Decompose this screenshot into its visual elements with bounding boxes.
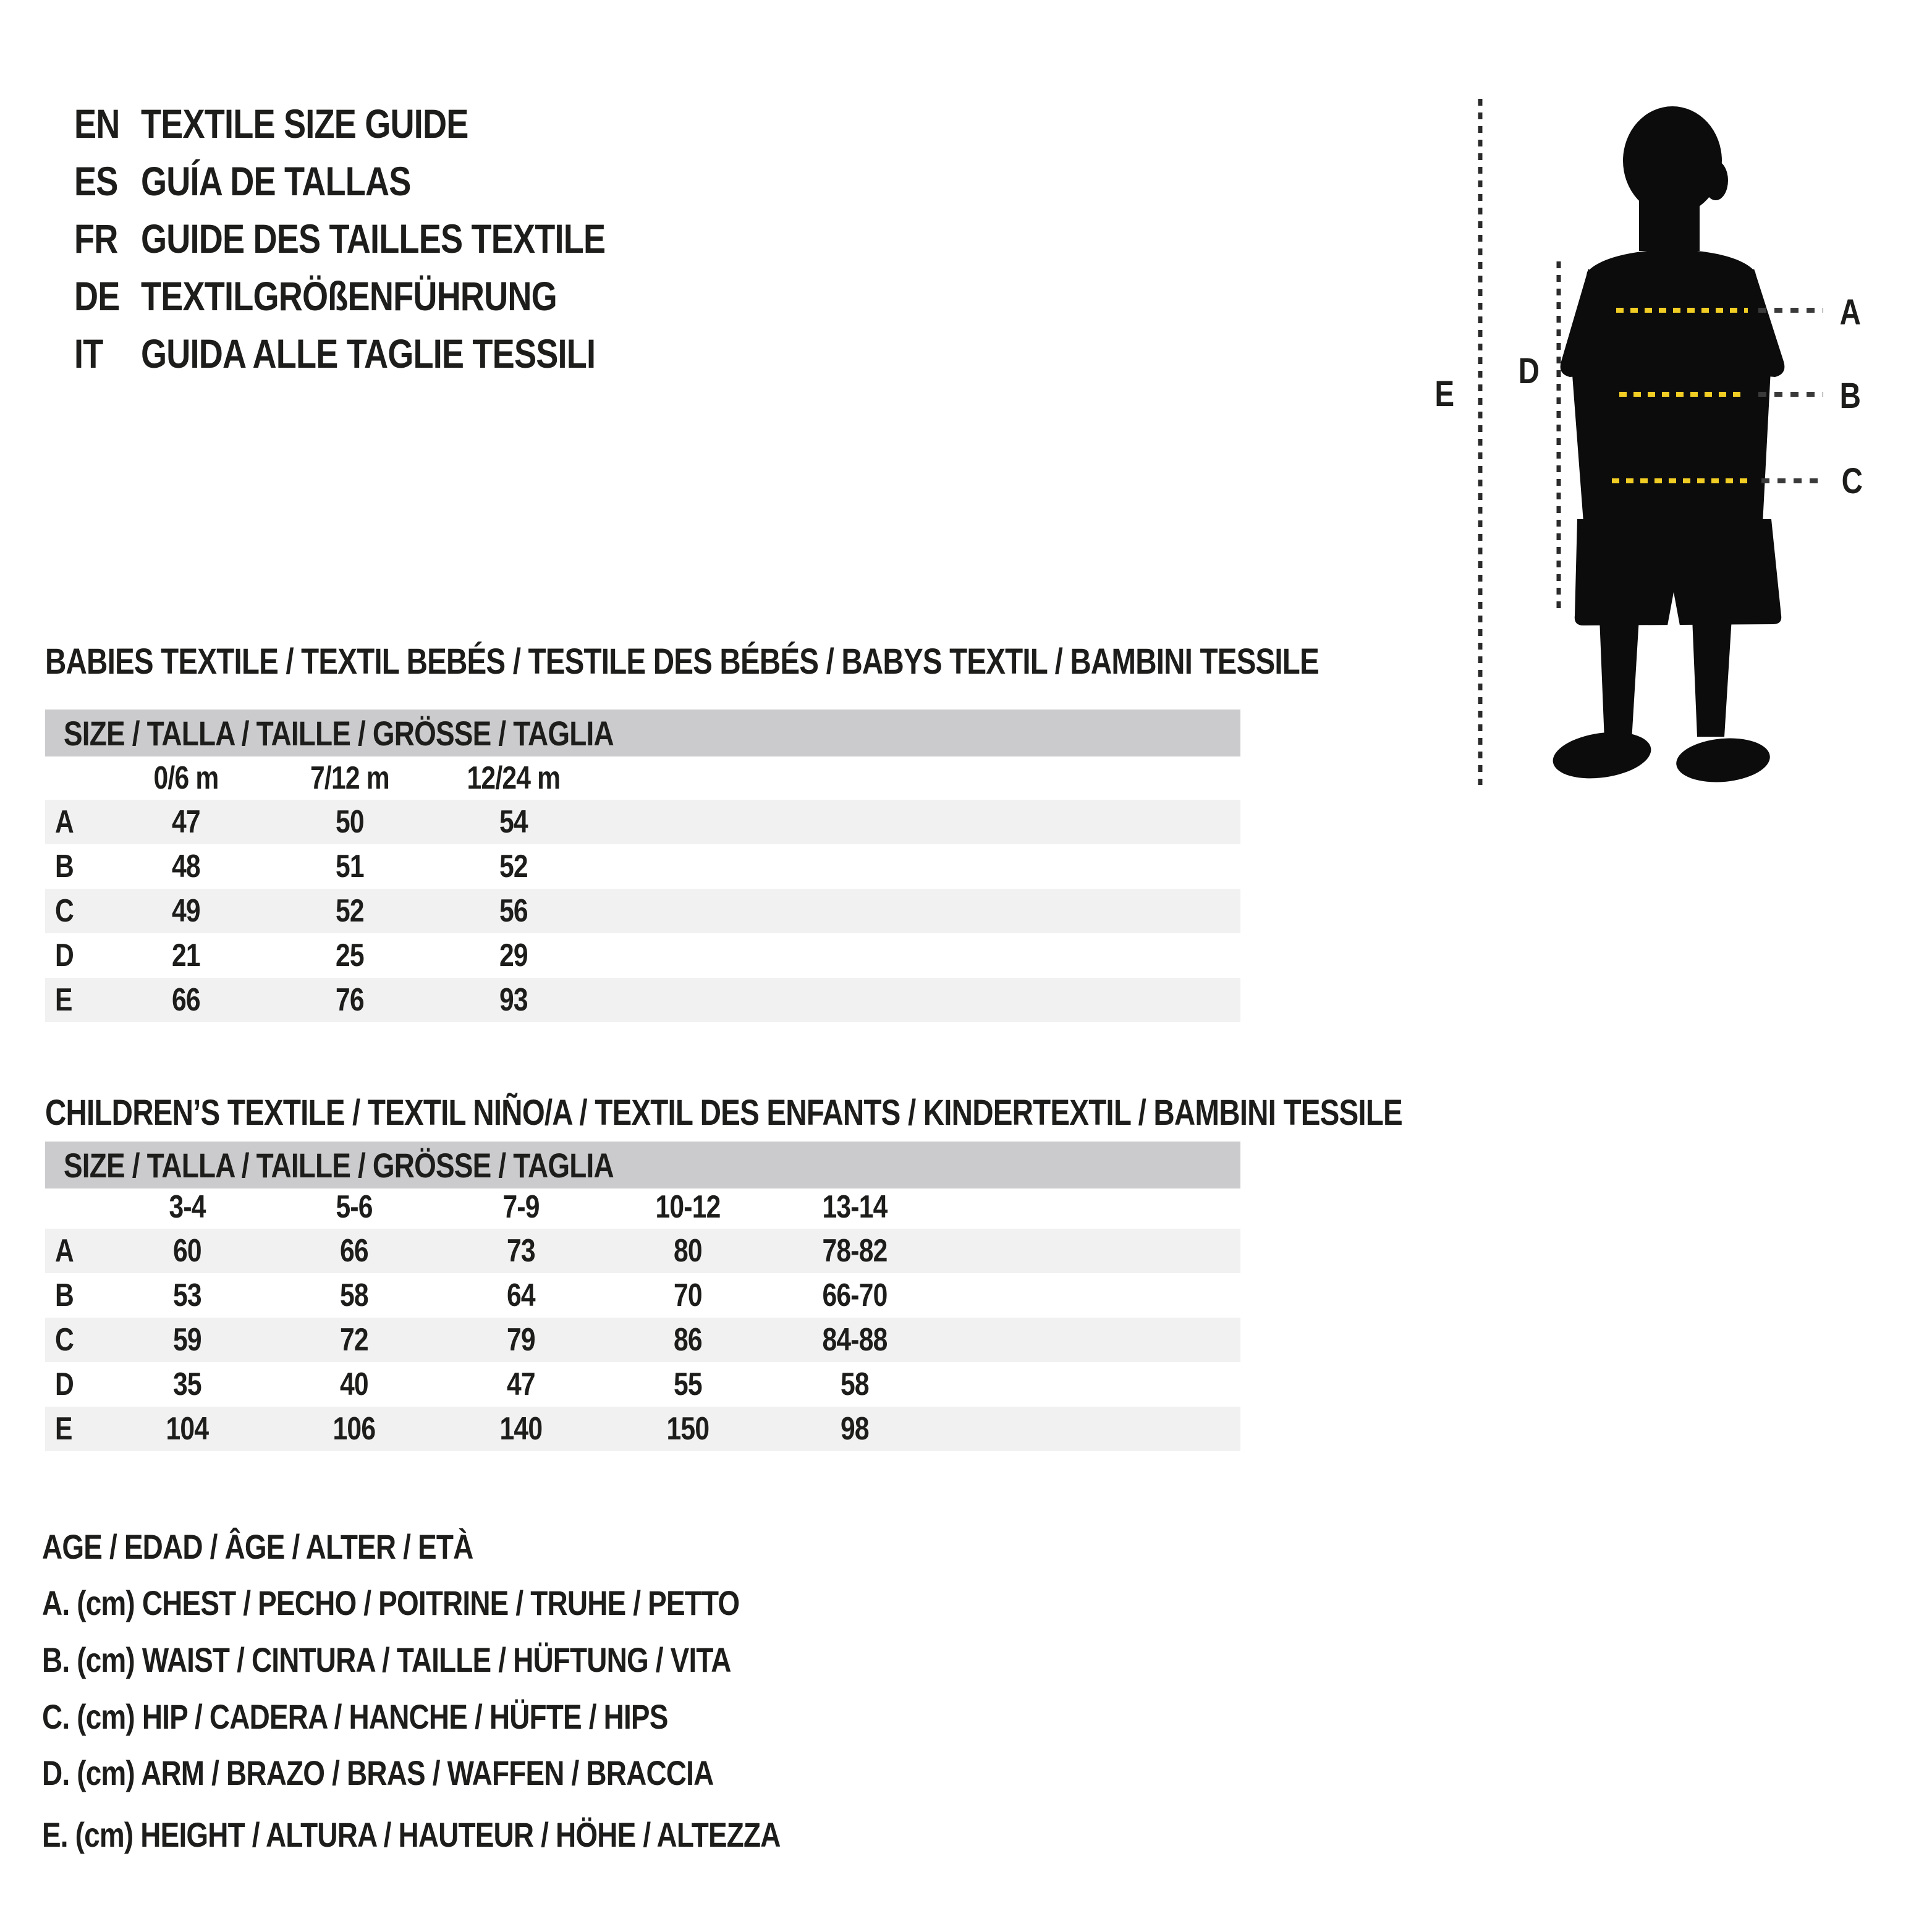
cell: 104 bbox=[166, 1411, 209, 1447]
language-title: GUIDE DES TAILLES TEXTILE bbox=[141, 216, 606, 261]
table-row bbox=[45, 933, 1240, 978]
legend-height: E. (cm) HEIGHT / ALTURA / HAUTEUR / HÖHE / ALTEZZA bbox=[42, 1815, 781, 1854]
language-code: DE bbox=[74, 273, 120, 319]
language-row-es bbox=[74, 155, 470, 207]
cell: 66-70 bbox=[822, 1277, 888, 1313]
figure-label-height: E bbox=[1434, 373, 1454, 414]
cell: 21 bbox=[171, 938, 200, 973]
table-row bbox=[45, 1229, 1240, 1273]
cell: 86 bbox=[674, 1322, 702, 1358]
row-label: B bbox=[55, 849, 74, 884]
language-code: EN bbox=[74, 101, 120, 146]
figure-label-chest: A bbox=[1839, 292, 1860, 333]
child-silhouette-icon bbox=[1403, 87, 1897, 797]
cell: 54 bbox=[499, 804, 528, 840]
cell: 79 bbox=[507, 1322, 535, 1358]
cell: 98 bbox=[841, 1411, 869, 1447]
figure-label-hip: C bbox=[1841, 460, 1862, 501]
figure-label-waist: B bbox=[1839, 375, 1860, 416]
row-label: C bbox=[55, 1322, 74, 1358]
language-code: IT bbox=[74, 331, 103, 376]
cell: 80 bbox=[674, 1233, 702, 1269]
row-label: B bbox=[55, 1277, 74, 1313]
cell: 140 bbox=[499, 1411, 543, 1447]
language-title: GUIDA ALLE TAGLIE TESSILI bbox=[141, 331, 596, 376]
table-row bbox=[45, 1362, 1240, 1407]
cell: 150 bbox=[666, 1411, 710, 1447]
figure-label-arm: D bbox=[1518, 350, 1539, 391]
cell: 64 bbox=[507, 1277, 535, 1313]
row-label: E bbox=[55, 1411, 72, 1447]
cell: 50 bbox=[335, 804, 364, 840]
row-label: C bbox=[55, 893, 74, 929]
babies-column-header-row bbox=[45, 756, 1240, 800]
table-row bbox=[45, 800, 1240, 844]
cell: 47 bbox=[171, 804, 200, 840]
cell: 76 bbox=[335, 982, 364, 1018]
language-title: TEXTILGRÖßENFÜHRUNG bbox=[141, 273, 557, 319]
cell: 40 bbox=[340, 1366, 368, 1402]
table-row bbox=[45, 1407, 1240, 1451]
cell: 78-82 bbox=[822, 1233, 888, 1269]
cell: 52 bbox=[499, 849, 528, 884]
language-title: TEXTILE SIZE GUIDE bbox=[141, 101, 468, 146]
cell: 60 bbox=[173, 1233, 201, 1269]
language-row-fr bbox=[74, 213, 707, 265]
babies-size-header-bar: SIZE / TALLA / TAILLE / GRÖSSE / TAGLIA bbox=[45, 710, 1240, 756]
row-label: A bbox=[55, 804, 74, 840]
cell: 66 bbox=[171, 982, 200, 1018]
cell: 52 bbox=[335, 893, 364, 929]
legend-chest: A. (cm) CHEST / PECHO / POITRINE / TRUHE / PETTO bbox=[42, 1583, 740, 1622]
legend-waist: B. (cm) WAIST / CINTURA / TAILLE / HÜFTUNG / VITA bbox=[42, 1640, 731, 1679]
column-header: 12/24 m bbox=[467, 760, 560, 796]
language-row-it bbox=[74, 328, 695, 379]
cell: 51 bbox=[335, 849, 364, 884]
language-row-en bbox=[74, 98, 540, 150]
cell: 29 bbox=[499, 938, 528, 973]
row-label: D bbox=[55, 938, 74, 973]
cell: 70 bbox=[674, 1277, 702, 1313]
table-row bbox=[45, 889, 1240, 933]
cell: 49 bbox=[171, 893, 200, 929]
table-row bbox=[45, 1318, 1240, 1362]
cell: 25 bbox=[335, 938, 364, 973]
table-row bbox=[45, 978, 1240, 1022]
cell: 84-88 bbox=[822, 1322, 888, 1358]
column-header: 5-6 bbox=[336, 1189, 373, 1225]
legend-age: AGE / EDAD / ÂGE / ALTER / ETÀ bbox=[42, 1527, 473, 1566]
language-code: ES bbox=[74, 158, 118, 204]
language-code: FR bbox=[74, 216, 118, 261]
column-header: 3-4 bbox=[169, 1189, 206, 1225]
language-title: GUÍA DE TALLAS bbox=[141, 158, 411, 204]
children-section-heading: CHILDREN’S TEXTILE / TEXTIL NIÑO/A / TEXTIL DES ENFANTS / KINDERTEXTIL / BAMBINI TESSILE bbox=[45, 1092, 1402, 1133]
cell: 73 bbox=[507, 1233, 535, 1269]
table-row bbox=[45, 1273, 1240, 1318]
children-size-header-bar: SIZE / TALLA / TAILLE / GRÖSSE / TAGLIA bbox=[45, 1142, 1240, 1188]
cell: 53 bbox=[173, 1277, 201, 1313]
table-row bbox=[45, 844, 1240, 889]
babies-section-heading: BABIES TEXTILE / TEXTIL BEBÉS / TESTILE DES BÉBÉS / BABYS TEXTIL / BAMBINI TESSILE bbox=[45, 641, 1319, 682]
children-column-header-row bbox=[45, 1185, 1240, 1229]
column-header: 0/6 m bbox=[153, 760, 218, 796]
cell: 58 bbox=[340, 1277, 368, 1313]
cell: 72 bbox=[340, 1322, 368, 1358]
legend-arm: D. (cm) ARM / BRAZO / BRAS / WAFFEN / BRACCIA bbox=[42, 1753, 714, 1792]
row-label: D bbox=[55, 1366, 74, 1402]
cell: 35 bbox=[173, 1366, 201, 1402]
column-header: 13-14 bbox=[822, 1189, 888, 1225]
row-label: A bbox=[55, 1233, 74, 1269]
cell: 93 bbox=[499, 982, 528, 1018]
cell: 56 bbox=[499, 893, 528, 929]
column-header: 7-9 bbox=[502, 1189, 540, 1225]
row-label: E bbox=[55, 982, 72, 1018]
cell: 58 bbox=[841, 1366, 869, 1402]
column-header: 7/12 m bbox=[310, 760, 389, 796]
cell: 106 bbox=[333, 1411, 376, 1447]
cell: 47 bbox=[507, 1366, 535, 1402]
column-header: 10-12 bbox=[655, 1189, 721, 1225]
cell: 55 bbox=[674, 1366, 702, 1402]
legend-hip: C. (cm) HIP / CADERA / HANCHE / HÜFTE / HIPS bbox=[42, 1697, 668, 1736]
cell: 48 bbox=[171, 849, 200, 884]
language-row-de bbox=[74, 270, 648, 322]
cell: 59 bbox=[173, 1322, 201, 1358]
cell: 66 bbox=[340, 1233, 368, 1269]
